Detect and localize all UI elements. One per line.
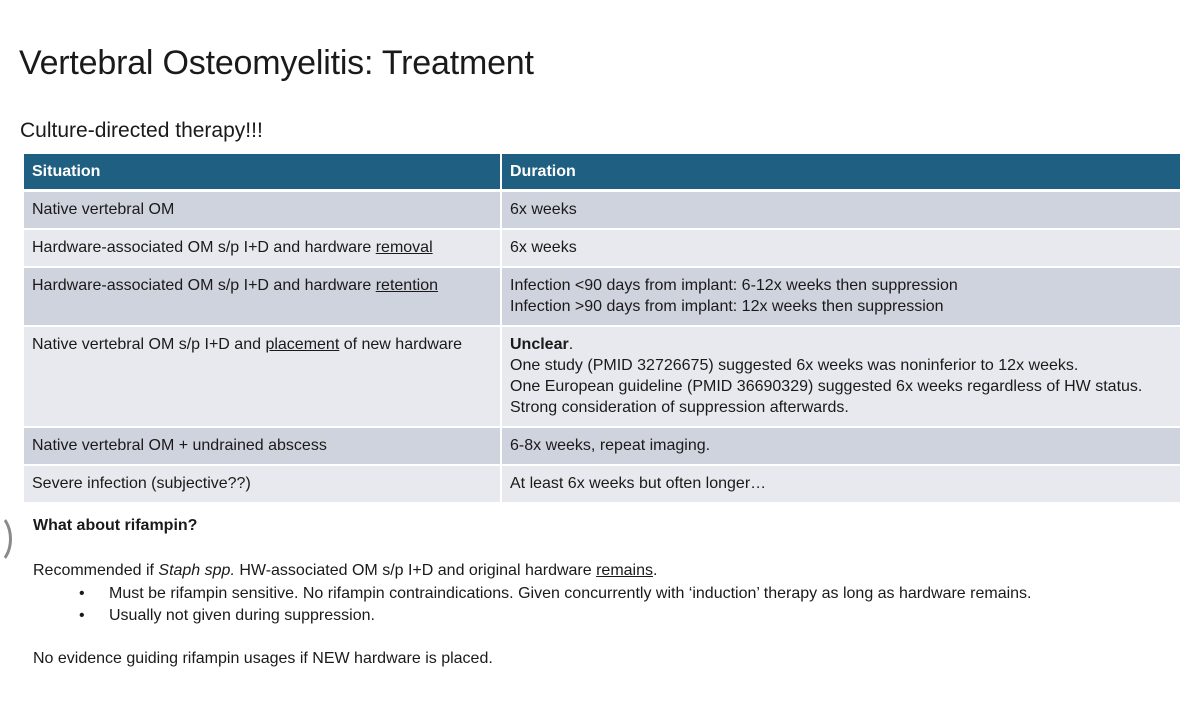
- table-row: [24, 465, 1180, 502]
- rec-text-pre: Recommended if: [33, 562, 159, 579]
- duration-cell: [501, 191, 1180, 230]
- slide-title: Vertebral Osteomyelitis: Treatment: [19, 44, 534, 82]
- situation-text-tail: of new hardware: [339, 336, 462, 353]
- situation-cell: [24, 326, 501, 427]
- rifampin-bullet-list: [33, 583, 1032, 627]
- duration-cell: [501, 267, 1180, 326]
- situation-emphasis: retention: [375, 277, 438, 294]
- situation-cell: [24, 267, 501, 326]
- duration-cell: [501, 465, 1180, 502]
- situation-text: Hardware-associated OM s/p I+D and hardware: [32, 277, 376, 294]
- duration-cell: [501, 427, 1180, 465]
- duration-line: At least 6x weeks but often longer…: [510, 475, 767, 492]
- situation-cell: [24, 427, 501, 465]
- rifampin-recommendation: [33, 562, 657, 580]
- duration-cell: [501, 229, 1180, 267]
- header-duration: Duration: [501, 154, 1180, 191]
- table-body: [24, 191, 1180, 503]
- situation-text: Native vertebral OM s/p I+D and: [32, 336, 266, 353]
- edge-decoration: [0, 513, 12, 565]
- list-item: [33, 605, 1032, 627]
- duration-heading: Unclear: [510, 336, 569, 353]
- duration-cell: [501, 326, 1180, 427]
- duration-line: Infection >90 days from implant: 12x weeks then suppression: [510, 298, 944, 315]
- duration-line: Strong consideration of suppression afterwards.: [510, 399, 849, 416]
- rifampin-note: No evidence guiding rifampin usages if NEW hardware is placed.: [33, 650, 493, 667]
- table-row: [24, 267, 1180, 326]
- duration-line: One European guideline (PMID 36690329) suggested 6x weeks regardless of HW status.: [510, 378, 1143, 395]
- duration-heading-line: Unclear.: [510, 336, 574, 353]
- duration-line: One study (PMID 32726675) suggested 6x weeks was noninferior to 12x weeks.: [510, 357, 1079, 374]
- rec-organism: Staph spp.: [158, 562, 235, 579]
- duration-line: 6x weeks: [510, 201, 577, 218]
- duration-line: 6-8x weeks, repeat imaging.: [510, 437, 711, 454]
- situation-cell: [24, 465, 501, 502]
- table-row: [24, 229, 1180, 267]
- slide-subtitle: Culture-directed therapy!!!: [20, 119, 263, 142]
- header-situation: Situation: [24, 154, 501, 191]
- treatment-duration-table: [24, 154, 1180, 502]
- bullet-glyph: •: [79, 607, 85, 624]
- duration-line: Infection <90 days from implant: 6-12x weeks then suppression: [510, 277, 958, 294]
- rec-text-post: .: [653, 562, 658, 579]
- bullet-glyph: •: [79, 585, 85, 602]
- list-item: [33, 583, 1032, 605]
- situation-text: Native vertebral OM + undrained abscess: [32, 437, 327, 454]
- bullet-text: Must be rifampin sensitive. No rifampin contraindications. Given concurrently with ‘induction’ therapy as long as hardware remains.: [109, 585, 1032, 602]
- situation-emphasis: placement: [265, 336, 340, 353]
- situation-text: Hardware-associated OM s/p I+D and hardware: [32, 239, 376, 256]
- table-header-row: [24, 154, 1180, 191]
- duration-line: 6x weeks: [510, 239, 577, 256]
- table-row: [24, 191, 1180, 230]
- rec-underlined: remains: [596, 562, 653, 579]
- situation-cell: [24, 191, 501, 230]
- bullet-text: Usually not given during suppression.: [109, 607, 375, 624]
- rec-text-mid: HW-associated OM s/p I+D and original hardware: [234, 562, 597, 579]
- table-row: [24, 326, 1180, 427]
- table-row: [24, 427, 1180, 465]
- situation-emphasis: removal: [375, 239, 433, 256]
- rifampin-heading: What about rifampin?: [33, 517, 198, 534]
- situation-cell: [24, 229, 501, 267]
- situation-text: Severe infection (subjective??): [32, 475, 251, 492]
- situation-text: Native vertebral OM: [32, 201, 175, 218]
